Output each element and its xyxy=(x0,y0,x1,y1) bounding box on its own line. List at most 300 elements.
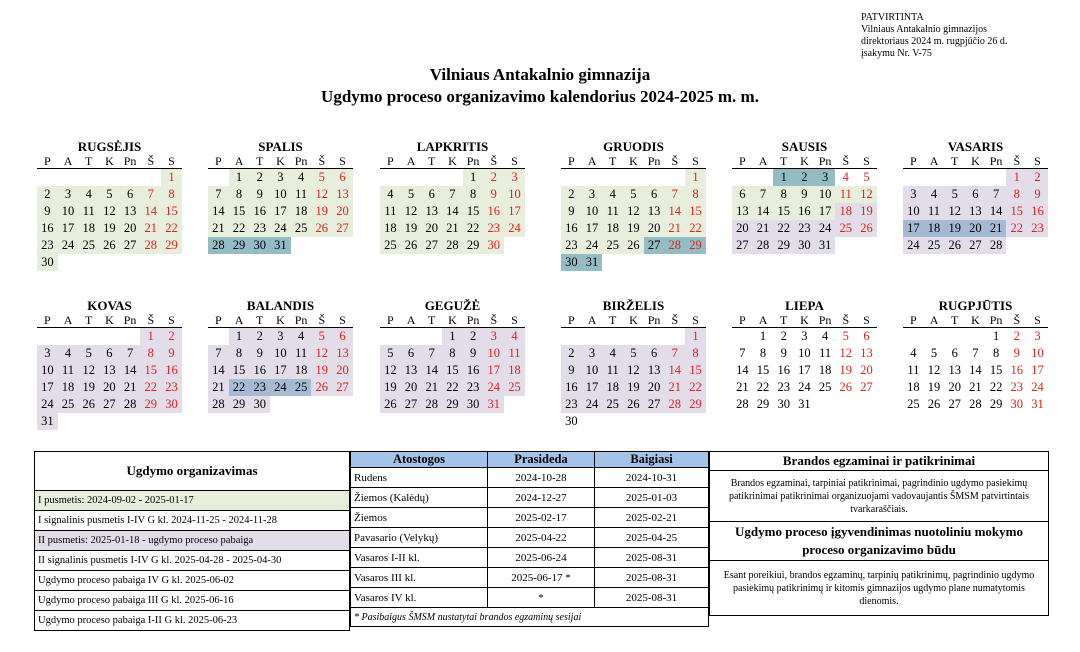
calendar-day: 9 xyxy=(249,186,270,203)
calendar-day: 31 xyxy=(798,397,811,411)
calendar-day: 5 xyxy=(930,346,938,360)
calendar-day: 15 xyxy=(773,203,794,220)
calendar-day: 29 xyxy=(685,396,706,413)
calendar-day: 17 xyxy=(815,203,836,220)
calendar-day: 12 xyxy=(623,362,644,379)
empty-day xyxy=(120,413,141,430)
calendar-day: 1 xyxy=(229,328,250,345)
weekday-label: S xyxy=(692,313,699,327)
calendar-day: 11 xyxy=(907,363,920,377)
weekday-label: K xyxy=(276,313,285,327)
weekday-label: S xyxy=(1034,154,1041,168)
calendar-day: 2 xyxy=(483,169,504,186)
calendar-day: 19 xyxy=(99,220,120,237)
weekday-header xyxy=(37,313,182,328)
vacations-footnote: * Pasibaigus ŠMSM nustatytai brandos egzaminų sesijai xyxy=(351,608,709,627)
calendar-day: 9 xyxy=(37,203,58,220)
empty-day xyxy=(623,254,644,271)
calendar-day: 27 xyxy=(965,237,986,254)
calendar-day: 30 xyxy=(1010,397,1024,411)
calendar-day: 10 xyxy=(37,362,58,379)
empty-day xyxy=(602,413,623,430)
weekday-label: T xyxy=(951,313,959,327)
calendar-day: 9 xyxy=(483,186,504,203)
calendar-day: 12 xyxy=(99,203,120,220)
day-grid xyxy=(732,169,877,254)
calendar-day: 4 xyxy=(291,328,312,345)
org-row: II pusmetis: 2025-01-18 - ugdymo proceso pabaiga xyxy=(35,531,350,551)
calendar-day: 11 xyxy=(602,362,623,379)
calendar-day: 13 xyxy=(860,346,873,360)
month-calendar xyxy=(380,298,525,413)
month-name: GRUODIS xyxy=(603,139,664,154)
empty-day xyxy=(753,169,774,186)
weekday-label: K xyxy=(971,154,980,168)
calendar-day: 26 xyxy=(623,237,644,254)
calendar-day: 15 xyxy=(685,362,706,379)
calendar-day: 30 xyxy=(794,237,815,254)
calendar-day: 16 xyxy=(1010,363,1024,377)
calendar-day: 24 xyxy=(582,396,603,413)
calendar-day: 15 xyxy=(989,363,1003,377)
empty-day xyxy=(732,328,753,345)
calendar-day: 7 xyxy=(664,345,685,362)
calendar-day: 11 xyxy=(819,346,832,360)
empty-day xyxy=(644,328,665,345)
calendar-day: 18 xyxy=(504,362,525,379)
weekday-label: S xyxy=(168,154,175,168)
weekday-label: T xyxy=(256,313,264,327)
calendar-day: 19 xyxy=(380,379,401,396)
weekday-label: P xyxy=(215,154,222,168)
empty-day xyxy=(208,328,229,345)
calendar-day: 20 xyxy=(332,203,353,220)
organization-table xyxy=(34,451,350,631)
calendar-day: 14 xyxy=(120,362,141,379)
calendar-day: 19 xyxy=(401,220,422,237)
calendar-day: 20 xyxy=(860,363,873,377)
month-name: LIEPA xyxy=(785,298,824,313)
calendar-day: 11 xyxy=(291,186,312,203)
weekday-label: P xyxy=(387,154,394,168)
calendar-day: 6 xyxy=(644,186,665,203)
calendar-day: 19 xyxy=(839,363,853,377)
empty-day xyxy=(664,328,685,345)
empty-day xyxy=(986,169,1007,186)
calendar-day: 2 xyxy=(780,329,787,343)
vacation-end: 2025-08-31 xyxy=(595,588,709,608)
empty-day xyxy=(903,169,924,186)
calendar-day: 5 xyxy=(380,345,401,362)
weekday-label: Pn xyxy=(294,313,308,327)
approval-line: įsakymu Nr. V-75 xyxy=(861,48,932,59)
calendar-day: 19 xyxy=(311,362,332,379)
calendar-day: 10 xyxy=(58,203,79,220)
weekday-label: P xyxy=(910,154,917,168)
weekday-label: A xyxy=(406,313,416,327)
empty-day xyxy=(78,413,99,430)
weekday-label: Š xyxy=(671,313,679,327)
approval-line: direktoriaus 2024 m. rugpjūčio 26 d. xyxy=(861,36,1008,47)
empty-day xyxy=(602,328,623,345)
weekday-header xyxy=(561,313,706,328)
calendar-day: 18 xyxy=(602,379,623,396)
calendar-day: 14 xyxy=(969,363,982,377)
weekday-label: Pn xyxy=(123,154,137,168)
month-calendar xyxy=(208,139,353,254)
calendar-day: 8 xyxy=(229,186,250,203)
calendar-day: 17 xyxy=(37,379,58,396)
calendar-day: 9 xyxy=(1013,346,1020,360)
vacation-end: 2025-02-21 xyxy=(595,508,709,528)
calendar-day: 1 xyxy=(685,328,706,345)
empty-day xyxy=(602,254,623,271)
weekday-label: S xyxy=(511,154,518,168)
month-name: VASARIS xyxy=(947,139,1004,154)
calendar-day: 3 xyxy=(58,186,79,203)
calendar-day: 26 xyxy=(311,379,332,396)
calendar-day: 13 xyxy=(948,363,961,377)
calendar-day: 6 xyxy=(732,186,753,203)
vacation-name: Vasaros IV kl. xyxy=(351,588,488,608)
calendar-day: 17 xyxy=(582,220,603,237)
calendar-day: 16 xyxy=(249,203,270,220)
weekday-label: T xyxy=(609,313,617,327)
calendar-day: 25 xyxy=(380,237,401,254)
calendar-day: 12 xyxy=(311,345,332,362)
weekday-label: S xyxy=(863,154,870,168)
calendar-day: 18 xyxy=(78,220,99,237)
calendar-day: 31 xyxy=(582,254,603,271)
empty-day xyxy=(380,169,401,186)
empty-day xyxy=(401,328,422,345)
calendar-day: 18 xyxy=(924,220,945,237)
calendar-day: 19 xyxy=(623,220,644,237)
calendar-day: 30 xyxy=(161,396,182,413)
month-name: GEGUŽĖ xyxy=(424,298,481,313)
month-name: SPALIS xyxy=(258,139,303,154)
calendar-day: 27 xyxy=(860,380,873,394)
empty-day xyxy=(1006,237,1027,254)
empty-day xyxy=(504,237,525,254)
calendar-day: 2 xyxy=(161,328,182,345)
calendar-day: 23 xyxy=(483,220,504,237)
approval-line: Vilniaus Antakalnio gimnazijos xyxy=(861,24,988,35)
empty-day xyxy=(644,413,665,430)
calendar-day: 30 xyxy=(463,396,484,413)
calendar-day: 16 xyxy=(463,362,484,379)
calendar-day: 12 xyxy=(311,186,332,203)
calendar-day: 10 xyxy=(270,345,291,362)
calendar-day: 17 xyxy=(483,362,504,379)
calendar-day: 14 xyxy=(986,203,1007,220)
empty-day xyxy=(965,169,986,186)
month-name: BALANDIS xyxy=(246,298,315,313)
calendar-day: 10 xyxy=(504,186,525,203)
calendar-day: 28 xyxy=(208,237,229,254)
empty-day xyxy=(58,413,79,430)
calendar-subtitle: Ugdymo proceso organizavimo kalendorius 2024-2025 m. m. xyxy=(321,87,759,106)
calendar-day: 1 xyxy=(759,329,767,343)
calendar-day: 27 xyxy=(421,237,442,254)
calendar-day: 23 xyxy=(161,379,182,396)
calendar-day: 25 xyxy=(818,380,832,394)
calendar-day: 24 xyxy=(37,396,58,413)
calendar-day: 10 xyxy=(582,203,603,220)
calendar-day: 20 xyxy=(421,220,442,237)
calendar-day: 27 xyxy=(732,237,753,254)
calendar-day: 1 xyxy=(140,328,161,345)
calendar-day: 22 xyxy=(442,379,463,396)
calendar-day: 23 xyxy=(37,237,58,254)
calendar-day: 21 xyxy=(664,379,685,396)
calendar-day: 29 xyxy=(756,397,770,411)
calendar-day: 9 xyxy=(561,203,582,220)
calendar-day: 11 xyxy=(924,203,945,220)
calendar-day: 29 xyxy=(229,396,250,413)
calendar-day: 27 xyxy=(332,379,353,396)
vacations-table xyxy=(350,451,709,627)
calendar-day: 12 xyxy=(380,362,401,379)
org-row: Ugdymo proceso pabaiga III G kl. 2025-06-16 xyxy=(35,591,350,611)
weekday-label: Š xyxy=(1013,154,1021,168)
calendar-day: 4 xyxy=(821,329,829,343)
calendar-day: 12 xyxy=(856,186,877,203)
weekday-label: Š xyxy=(318,154,326,168)
exams-table xyxy=(709,451,1049,616)
calendar-day: 4 xyxy=(910,346,917,360)
calendar-day: 13 xyxy=(332,345,353,362)
weekday-label: T xyxy=(85,313,93,327)
calendar-day: 18 xyxy=(907,380,920,394)
calendar-day: 25 xyxy=(602,237,623,254)
weekday-header xyxy=(561,154,706,169)
month-calendar xyxy=(208,298,353,413)
month-calendar xyxy=(903,139,1048,254)
calendar-day: 28 xyxy=(969,397,982,411)
calendar-day: 21 xyxy=(969,380,982,394)
calendar-day: 31 xyxy=(270,237,291,254)
vacation-name: Žiemos (Kalėdų) xyxy=(351,488,488,508)
calendar-day: 26 xyxy=(927,397,941,411)
calendar-day: 16 xyxy=(561,379,582,396)
weekday-label: A xyxy=(63,313,73,327)
weekday-label: Š xyxy=(318,313,326,327)
exams-heading: Brandos egzaminai ir patikrinimai xyxy=(710,452,1049,471)
calendar-day: 27 xyxy=(644,237,665,254)
weekday-label: Š xyxy=(490,154,498,168)
calendar-day: 21 xyxy=(140,220,161,237)
calendar-day: 8 xyxy=(442,345,463,362)
weekday-header xyxy=(380,154,525,169)
calendar-day: 21 xyxy=(208,379,229,396)
calendar-day: 6 xyxy=(863,329,870,343)
calendar-day: 6 xyxy=(401,345,422,362)
vacation-start: 2024-10-28 xyxy=(488,468,595,488)
day-grid xyxy=(903,328,1048,413)
calendar-day: 24 xyxy=(270,220,291,237)
calendar-day: 5 xyxy=(99,186,120,203)
calendar-day: 8 xyxy=(463,186,484,203)
empty-day xyxy=(120,328,141,345)
calendar-day: 14 xyxy=(208,203,229,220)
empty-day xyxy=(664,413,685,430)
calendar-day: 7 xyxy=(739,346,746,360)
empty-day xyxy=(291,237,312,254)
calendar-day: 3 xyxy=(815,169,836,186)
calendar-day: 17 xyxy=(1031,363,1044,377)
calendar-day: 21 xyxy=(120,379,141,396)
calendar-day: 15 xyxy=(463,203,484,220)
weekday-label: T xyxy=(780,154,788,168)
empty-day xyxy=(504,396,525,413)
empty-day xyxy=(664,169,685,186)
empty-day xyxy=(140,413,161,430)
month-calendar xyxy=(732,139,877,254)
weekday-label: P xyxy=(387,313,394,327)
calendar-day: 9 xyxy=(561,362,582,379)
calendar-day: 29 xyxy=(442,396,463,413)
calendar-day: 31 xyxy=(483,396,504,413)
calendar-day: 27 xyxy=(401,396,422,413)
calendar-day: 28 xyxy=(442,237,463,254)
empty-day xyxy=(99,328,120,345)
empty-day xyxy=(924,328,945,345)
weekday-label: Pn xyxy=(818,154,832,168)
calendar-day: 19 xyxy=(78,379,99,396)
empty-day xyxy=(78,169,99,186)
vacation-name: Vasaros III kl. xyxy=(351,568,488,588)
organization-heading: Ugdymo organizavimas xyxy=(35,452,350,491)
calendar-day: 24 xyxy=(903,237,924,254)
weekday-label: K xyxy=(105,313,114,327)
calendar-day: 22 xyxy=(756,380,770,394)
calendar-day: 24 xyxy=(798,380,811,394)
calendar-day: 12 xyxy=(623,203,644,220)
calendar-day: 24 xyxy=(504,220,525,237)
calendar-day: 23 xyxy=(249,220,270,237)
calendar-day: 21 xyxy=(208,220,229,237)
empty-day xyxy=(99,254,120,271)
empty-day xyxy=(815,396,836,413)
calendar-day: 28 xyxy=(986,237,1007,254)
calendar-day: 31 xyxy=(1031,397,1044,411)
calendar-day: 23 xyxy=(794,220,815,237)
weekday-label: Š xyxy=(147,313,155,327)
day-grid xyxy=(380,328,525,413)
weekday-label: Pn xyxy=(818,313,832,327)
weekday-label: K xyxy=(448,313,457,327)
weekday-label: S xyxy=(692,154,699,168)
calendar-day: 24 xyxy=(815,220,836,237)
title-block xyxy=(0,64,1080,108)
calendar-day: 7 xyxy=(140,186,161,203)
calendar-day: 1 xyxy=(773,169,794,186)
calendar-day: 9 xyxy=(161,345,182,362)
calendar-day: 7 xyxy=(421,345,442,362)
calendar-day: 28 xyxy=(736,397,749,411)
calendar-day: 8 xyxy=(140,345,161,362)
vacation-start: * xyxy=(488,588,595,608)
empty-day xyxy=(99,413,120,430)
day-grid xyxy=(380,169,525,254)
calendar-day: 23 xyxy=(1010,380,1024,394)
empty-day xyxy=(58,328,79,345)
calendar-day: 18 xyxy=(602,220,623,237)
empty-day xyxy=(835,396,856,413)
calendar-day: 16 xyxy=(561,220,582,237)
weekday-label: T xyxy=(609,154,617,168)
calendar-day: 15 xyxy=(685,203,706,220)
calendar-day: 4 xyxy=(58,345,79,362)
calendar-day: 6 xyxy=(951,346,958,360)
org-row: II signalinis pusmetis I-IV G kl. 2025-04-28 - 2025-04-30 xyxy=(35,551,350,571)
calendar-day: 7 xyxy=(986,186,1007,203)
calendar-day: 21 xyxy=(736,380,749,394)
calendar-day: 30 xyxy=(483,237,504,254)
calendar-day: 7 xyxy=(208,345,229,362)
weekday-label: A xyxy=(929,313,939,327)
calendar-day: 3 xyxy=(582,186,603,203)
empty-day xyxy=(332,396,353,413)
calendar-day: 20 xyxy=(99,379,120,396)
calendar-day: 26 xyxy=(99,237,120,254)
calendar-day: 5 xyxy=(623,186,644,203)
calendar-day: 1 xyxy=(161,169,182,186)
empty-day xyxy=(582,413,603,430)
weekday-label: Š xyxy=(147,154,155,168)
calendar-day: 4 xyxy=(380,186,401,203)
weekday-header xyxy=(732,313,877,328)
approval-stamp xyxy=(861,12,1007,60)
empty-day xyxy=(161,413,182,430)
weekday-label: K xyxy=(971,313,980,327)
calendar-day: 26 xyxy=(78,396,99,413)
calendar-day: 30 xyxy=(565,414,578,428)
calendar-day: 7 xyxy=(664,186,685,203)
empty-day xyxy=(208,169,229,186)
calendar-day: 15 xyxy=(140,362,161,379)
calendar-day: 1 xyxy=(229,169,250,186)
empty-day xyxy=(602,169,623,186)
calendar-day: 20 xyxy=(965,220,986,237)
weekday-header xyxy=(208,313,353,328)
empty-day xyxy=(685,413,706,430)
month-name: SAUSIS xyxy=(781,139,828,154)
calendar-day: 30 xyxy=(561,254,582,271)
calendar-day: 10 xyxy=(1031,346,1044,360)
weekday-label: P xyxy=(910,313,917,327)
calendar-day: 13 xyxy=(644,203,665,220)
calendar-day: 23 xyxy=(463,379,484,396)
empty-day xyxy=(37,169,58,186)
org-row: I signalinis pusmetis I-IV G kl. 2024-11-25 - 2024-11-28 xyxy=(35,511,350,531)
empty-day xyxy=(965,328,986,345)
weekday-label: K xyxy=(629,313,638,327)
weekday-header xyxy=(208,154,353,169)
empty-day xyxy=(685,254,706,271)
weekday-label: K xyxy=(448,154,457,168)
calendar-day: 30 xyxy=(249,396,270,413)
calendar-day: 2 xyxy=(249,169,270,186)
empty-day xyxy=(120,254,141,271)
weekday-label: A xyxy=(587,313,597,327)
calendar-day: 4 xyxy=(924,186,945,203)
weekday-label: A xyxy=(63,154,73,168)
calendar-day: 25 xyxy=(835,220,856,237)
calendar-day: 7 xyxy=(442,186,463,203)
calendar-day: 22 xyxy=(229,220,250,237)
